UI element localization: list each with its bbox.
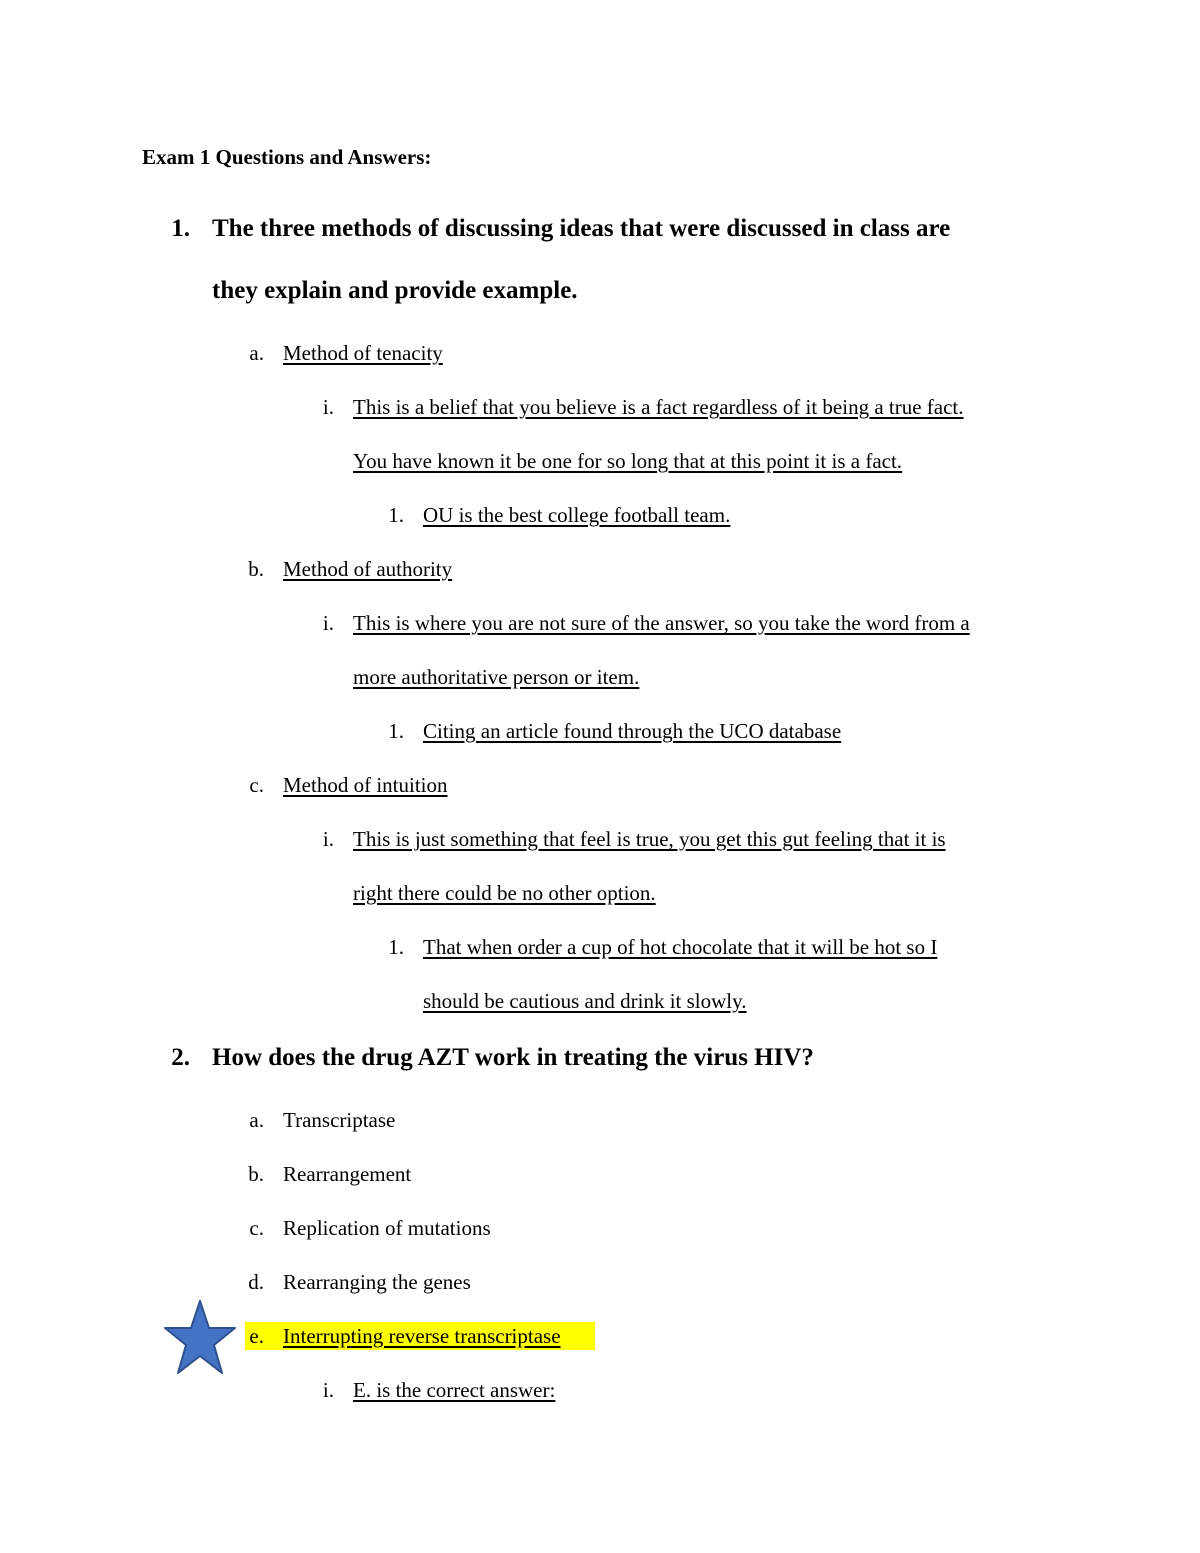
question-2-number: 2. <box>171 1044 190 1071</box>
q2-option-d-marker: d. <box>248 1270 264 1294</box>
q1-a-i-marker: i. <box>322 395 334 419</box>
q2-option-e: Interrupting reverse transcriptase <box>283 1324 561 1348</box>
q1-a-example-marker: 1. <box>388 503 404 527</box>
q1-b-example: Citing an article found through the UCO database <box>423 719 842 743</box>
q1-a-explanation-line2: You have known it be one for so long that at this point it is a fact. <box>353 449 903 473</box>
question-1-text-line1: The three methods of discussing ideas that were discussed in class are <box>212 215 951 242</box>
q2-answer-note: E. is the correct answer: <box>353 1378 556 1402</box>
q1-a-label: Method of tenacity <box>283 341 443 365</box>
q1-b-i-marker: i. <box>322 611 334 635</box>
q1-b-marker: b. <box>248 557 264 581</box>
q2-option-c-marker: c. <box>249 1216 264 1240</box>
q1-c-example-marker: 1. <box>388 935 404 959</box>
q1-c-example-line2: should be cautious and drink it slowly. <box>423 989 747 1013</box>
q2-answer-note-marker: i. <box>322 1378 334 1402</box>
document-title: Exam 1 Questions and Answers: <box>142 145 432 169</box>
star-icon <box>164 1298 236 1378</box>
q1-a-example: OU is the best college football team. <box>423 503 731 527</box>
q1-b-explanation-line1: This is where you are not sure of the answer, so you take the word from a <box>353 611 970 635</box>
q2-option-a: Transcriptase <box>283 1108 396 1132</box>
q1-b-explanation-line2: more authoritative person or item. <box>353 665 640 689</box>
q2-option-c: Replication of mutations <box>283 1216 491 1240</box>
q1-a-explanation-line1: This is a belief that you believe is a fact regardless of it being a true fact. <box>353 395 964 419</box>
q1-c-explanation-line1: This is just something that feel is true, you get this gut feeling that it is <box>353 827 946 851</box>
q2-option-b-marker: b. <box>248 1162 264 1186</box>
q1-c-label: Method of intuition <box>283 773 448 797</box>
q1-c-example-line1: That when order a cup of hot chocolate that it will be hot so I <box>423 935 938 959</box>
question-2-text: How does the drug AZT work in treating the virus HIV? <box>212 1044 814 1071</box>
q2-option-a-marker: a. <box>249 1108 264 1132</box>
q1-c-i-marker: i. <box>322 827 334 851</box>
q1-b-example-marker: 1. <box>388 719 404 743</box>
q2-option-e-marker: e. <box>249 1324 264 1348</box>
q2-option-b: Rearrangement <box>283 1162 412 1186</box>
q1-b-label: Method of authority <box>283 557 453 581</box>
question-1-number: 1. <box>171 215 190 242</box>
q1-a-marker: a. <box>249 341 264 365</box>
q1-c-marker: c. <box>249 773 264 797</box>
question-1-text-line2: they explain and provide example. <box>212 277 578 304</box>
q1-c-explanation-line2: right there could be no other option. <box>353 881 656 905</box>
q2-option-d: Rearranging the genes <box>283 1270 471 1294</box>
